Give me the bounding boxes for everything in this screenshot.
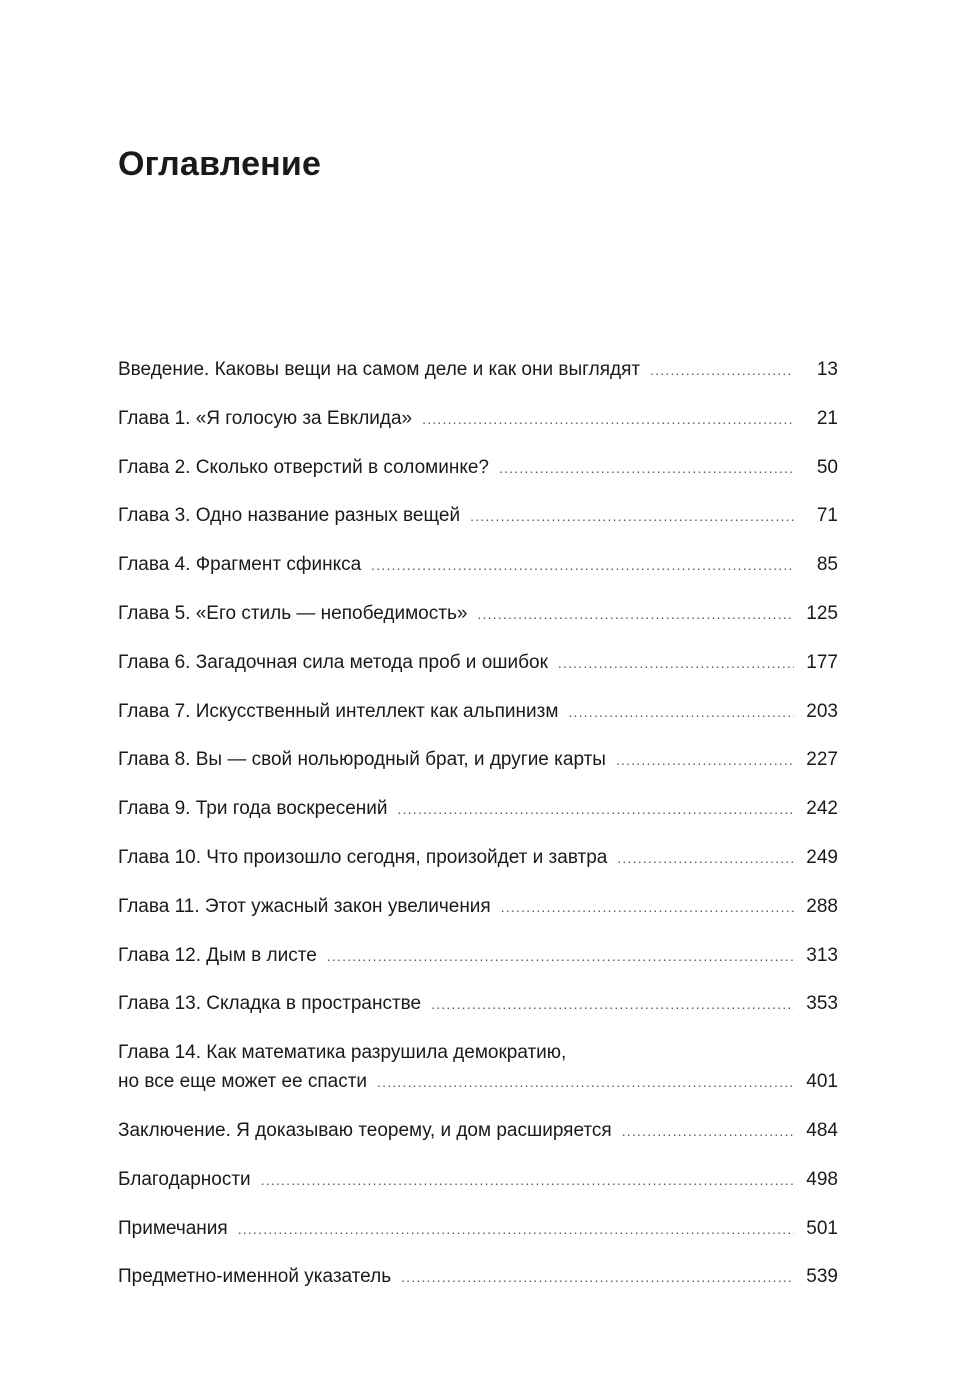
dot-leader — [398, 795, 795, 824]
toc-entry-chapter-2[interactable] — [118, 453, 838, 483]
dot-leader — [616, 746, 794, 775]
toc-entry-title: Глава 12. Дым в листе — [118, 944, 317, 966]
toc-entry-page: 242 — [806, 798, 838, 820]
dot-leader — [238, 1215, 794, 1244]
toc-entry-title: Глава 8. Вы — свой нольюродный брат, и другие карты — [118, 749, 606, 771]
toc-entry-page: 313 — [806, 944, 838, 966]
toc-entry-page: 177 — [806, 651, 838, 673]
toc-entry-page: 13 — [816, 359, 838, 380]
toc-entry-chapter-13[interactable] — [118, 989, 838, 1019]
dot-leader — [568, 698, 794, 727]
toc-entry-title: Глава 1. «Я голосую за Евклида» — [118, 407, 413, 429]
toc-entry-title: Введение. Каковы вещи на самом деле и как они выглядят — [118, 359, 641, 380]
dot-leader — [650, 356, 794, 385]
toc-entry-title: Глава 3. Одно название разных вещей — [118, 505, 461, 527]
toc-entry-page: 401 — [806, 1071, 838, 1093]
toc-entry-title: Предметно-именной указатель — [118, 1266, 392, 1288]
toc-entry-introduction[interactable] — [118, 355, 838, 385]
toc-entry-conclusion[interactable] — [118, 1116, 838, 1146]
toc-entry-page: 249 — [806, 846, 838, 868]
toc-entry-chapter-5[interactable] — [118, 599, 838, 629]
toc-entry-page: 484 — [806, 1119, 838, 1141]
dot-leader — [261, 1166, 794, 1195]
toc-entry-title: Глава 10. Что произошло сегодня, произойдет и завтра — [118, 846, 608, 868]
toc-entry-chapter-12[interactable] — [118, 941, 838, 971]
toc-entry-page: 50 — [816, 456, 838, 478]
dot-leader — [477, 600, 794, 629]
toc-entry-acknowledgements[interactable] — [118, 1165, 838, 1195]
dot-leader — [499, 454, 794, 483]
toc-entry-title: Глава 2. Сколько отверстий в соломинке? — [118, 456, 489, 478]
page-title: Оглавление — [118, 145, 322, 183]
dot-leader — [327, 942, 794, 971]
toc-entry-title: Заключение. Я доказываю теорему, и дом расширяется — [118, 1119, 612, 1141]
toc-entry-chapter-14[interactable] — [118, 1038, 838, 1097]
toc-entry-index[interactable] — [118, 1262, 838, 1292]
dot-leader — [470, 502, 794, 531]
toc-entry-title: Глава 9. Три года воскресений — [118, 798, 388, 820]
toc-entry-chapter-11[interactable] — [118, 892, 838, 922]
toc-entry-page: 71 — [816, 505, 838, 527]
dot-leader — [558, 649, 794, 678]
toc-entry-chapter-4[interactable] — [118, 550, 838, 580]
dot-leader — [431, 990, 794, 1019]
toc-entry-chapter-6[interactable] — [118, 648, 838, 678]
toc-entry-title: Глава 7. Искусственный интеллект как альпинизм — [118, 700, 559, 722]
toc-entry-title: Глава 4. Фрагмент сфинкса — [118, 554, 362, 576]
dot-leader — [501, 893, 794, 922]
toc-entry-page: 21 — [816, 407, 838, 429]
toc-entry-chapter-9[interactable] — [118, 794, 838, 824]
dot-leader — [617, 844, 794, 873]
dot-leader — [622, 1117, 794, 1146]
toc-entry-title: Благодарности — [118, 1168, 251, 1190]
toc-entry-page: 501 — [806, 1217, 838, 1239]
toc-entry-chapter-7[interactable] — [118, 697, 838, 727]
toc-entry-page: 85 — [816, 554, 838, 576]
toc-entry-page: 203 — [806, 700, 838, 722]
dot-leader — [422, 405, 794, 434]
dot-leader — [377, 1068, 794, 1097]
toc-entry-chapter-8[interactable] — [118, 745, 838, 775]
dot-leader — [371, 551, 794, 580]
toc-entry-notes[interactable] — [118, 1214, 838, 1244]
toc-entry-page: 227 — [806, 749, 838, 771]
toc-entry-title: Глава 11. Этот ужасный закон увеличения — [118, 895, 491, 917]
toc-entry-title: Глава 6. Загадочная сила метода проб и ошибок — [118, 651, 548, 673]
dot-leader — [401, 1263, 794, 1292]
toc-entry-page: 498 — [806, 1168, 838, 1190]
toc-entry-page: 288 — [806, 895, 838, 917]
toc-entry-chapter-10[interactable] — [118, 843, 838, 873]
toc-entry-title-line-1: Глава 14. Как математика разрушила демократию, — [118, 1042, 567, 1064]
toc-entry-title: Примечания — [118, 1217, 228, 1239]
toc-entry-chapter-1[interactable] — [118, 404, 838, 434]
toc-entry-page: 353 — [806, 993, 838, 1015]
table-of-contents — [118, 355, 838, 1311]
toc-entry-title-line-2: но все еще может ее спасти — [118, 1071, 368, 1093]
toc-entry-chapter-3[interactable] — [118, 501, 838, 531]
toc-entry-title: Глава 5. «Его стиль — непобедимость» — [118, 602, 468, 624]
toc-entry-title: Глава 13. Складка в пространстве — [118, 993, 422, 1015]
toc-entry-page: 125 — [806, 602, 838, 624]
toc-entry-page: 539 — [806, 1266, 838, 1288]
